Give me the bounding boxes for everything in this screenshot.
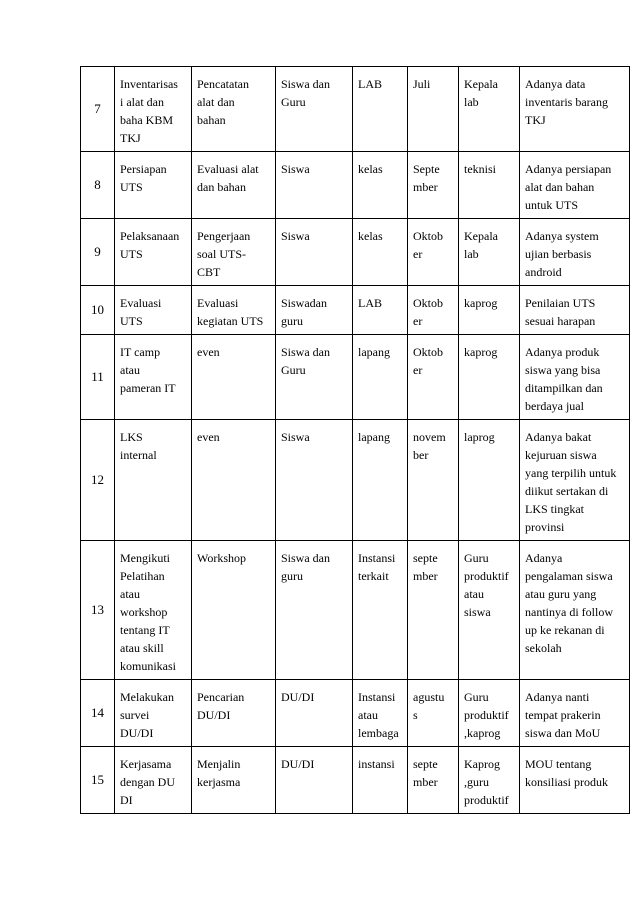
place-cell [353,680,408,747]
activity-cell [115,680,192,747]
activity-cell [115,286,192,335]
description-cell [192,680,276,747]
description-cell-text: Pencatatan alat dan bahan [197,77,249,127]
table-row [81,286,630,335]
time-cell-text: Oktob er [413,296,443,328]
table-row [81,152,630,219]
activity-cell-text: Pelaksanaan UTS [120,229,180,261]
row-number: 12 [81,420,115,541]
place-cell-text: kelas [358,162,383,176]
description-cell [192,67,276,152]
time-cell-text: Oktob er [413,229,443,261]
responsible-cell [459,219,520,286]
result-cell-text: Adanya system ujian berbasis android [525,229,599,279]
place-cell-text: Instansi terkait [358,551,396,583]
result-cell-text: Adanya data inventaris barang TKJ [525,77,608,127]
table-row [81,680,630,747]
description-cell [192,541,276,680]
responsible-cell-text: Kepala lab [464,77,498,109]
responsible-cell-text: kaprog [464,296,498,310]
responsible-cell-text: Guru produktif ,kaprog [464,690,509,740]
activity-cell-text: Inventarisas i alat dan baha KBM TKJ [120,77,178,145]
responsible-cell-text: laprog [464,430,495,444]
responsible-cell-text: teknisi [464,162,496,176]
place-cell-text: LAB [358,77,382,91]
place-cell-text: lapang [358,345,390,359]
result-cell [520,67,630,152]
result-cell-text: Adanya pengalaman siswa atau guru yang nantinya di follow up ke rekanan di sekolah [525,551,613,655]
target-cell [276,541,353,680]
time-cell [408,420,459,541]
time-cell [408,219,459,286]
row-number: 10 [81,286,115,335]
description-cell-text: Evaluasi alat dan bahan [197,162,259,194]
responsible-cell-text: Kaprog ,guru produktif [464,757,509,807]
description-cell-text: Workshop [197,551,247,565]
target-cell [276,680,353,747]
responsible-cell-text: Kepala lab [464,229,498,261]
table-row [81,420,630,541]
row-number: 13 [81,541,115,680]
result-cell [520,219,630,286]
result-cell [520,680,630,747]
responsible-cell [459,680,520,747]
activity-table [80,66,630,814]
target-cell-text: DU/DI [281,757,315,771]
target-cell-text: Siswa dan guru [281,551,330,583]
result-cell [520,335,630,420]
place-cell-text: instansi [358,757,395,771]
result-cell-text: Adanya bakat kejuruan siswa yang terpilih untuk diikut sertakan di LKS tingkat provinsi [525,430,617,534]
row-number: 8 [81,152,115,219]
responsible-cell-text: Guru produktif atau siswa [464,551,509,619]
table-row [81,219,630,286]
responsible-cell [459,747,520,814]
target-cell-text: Siswa [281,430,310,444]
target-cell-text: Siswa [281,162,310,176]
description-cell [192,747,276,814]
time-cell-text: Septe mber [413,162,440,194]
responsible-cell [459,420,520,541]
activity-cell-text: Mengikuti Pelatihan atau workshop tentang IT atau skill komunikasi [120,551,176,673]
responsible-cell [459,286,520,335]
activity-cell-text: IT camp atau pameran IT [120,345,176,395]
time-cell-text: agustu s [413,690,445,722]
place-cell [353,420,408,541]
target-cell-text: Siswadan guru [281,296,327,328]
activity-cell-text: Persiapan UTS [120,162,167,194]
activity-cell [115,747,192,814]
responsible-cell [459,67,520,152]
result-cell-text: MOU tentang konsiliasi produk [525,757,608,789]
activity-cell-text: Evaluasi UTS [120,296,162,328]
responsible-cell [459,541,520,680]
place-cell [353,152,408,219]
activity-cell [115,541,192,680]
activity-cell [115,219,192,286]
target-cell-text: DU/DI [281,690,315,704]
place-cell [353,541,408,680]
result-cell-text: Adanya produk siswa yang bisa ditampilkan dan berdaya jual [525,345,603,413]
place-cell [353,219,408,286]
table-row [81,541,630,680]
description-cell-text: Pengerjaan soal UTS- CBT [197,229,251,279]
activity-cell-text: LKS internal [120,430,157,462]
responsible-cell-text: kaprog [464,345,498,359]
table-row [81,747,630,814]
table-body [81,67,630,814]
result-cell [520,286,630,335]
target-cell [276,219,353,286]
description-cell [192,219,276,286]
result-cell [520,541,630,680]
responsible-cell [459,335,520,420]
target-cell [276,335,353,420]
responsible-cell [459,152,520,219]
place-cell [353,67,408,152]
table-row [81,67,630,152]
result-cell-text: Adanya nanti tempat prakerin siswa dan MoU [525,690,601,740]
activity-cell [115,152,192,219]
place-cell-text: lapang [358,430,390,444]
time-cell-text: Juli [413,77,431,91]
target-cell [276,286,353,335]
activity-cell [115,335,192,420]
result-cell-text: Adanya persiapan alat dan bahan untuk UTS [525,162,612,212]
time-cell-text: septe mber [413,551,438,583]
place-cell [353,747,408,814]
description-cell-text: even [197,345,220,359]
place-cell-text: Instansi atau lembaga [358,690,399,740]
row-number: 14 [81,680,115,747]
row-number: 15 [81,747,115,814]
place-cell-text: kelas [358,229,383,243]
activity-cell-text: Kerjasama dengan DU DI [120,757,175,807]
target-cell-text: Siswa dan Guru [281,345,330,377]
activity-cell [115,420,192,541]
result-cell [520,420,630,541]
time-cell [408,335,459,420]
time-cell-text: septe mber [413,757,438,789]
description-cell [192,420,276,541]
result-cell [520,747,630,814]
row-number: 11 [81,335,115,420]
time-cell [408,152,459,219]
description-cell-text: Evaluasi kegiatan UTS [197,296,264,328]
description-cell [192,335,276,420]
time-cell-text: Oktob er [413,345,443,377]
time-cell [408,541,459,680]
target-cell-text: Siswa dan Guru [281,77,330,109]
description-cell-text: Pencarian DU/DI [197,690,245,722]
target-cell-text: Siswa [281,229,310,243]
result-cell [520,152,630,219]
table-row [81,335,630,420]
activity-cell-text: Melakukan survei DU/DI [120,690,174,740]
description-cell-text: even [197,430,220,444]
target-cell [276,747,353,814]
activity-cell [115,67,192,152]
time-cell [408,680,459,747]
place-cell [353,286,408,335]
time-cell [408,286,459,335]
place-cell-text: LAB [358,296,382,310]
row-number: 7 [81,67,115,152]
place-cell [353,335,408,420]
description-cell-text: Menjalin kerjasma [197,757,241,789]
target-cell [276,67,353,152]
target-cell [276,152,353,219]
description-cell [192,152,276,219]
description-cell [192,286,276,335]
time-cell [408,747,459,814]
time-cell-text: novem ber [413,430,446,462]
row-number: 9 [81,219,115,286]
time-cell [408,67,459,152]
target-cell [276,420,353,541]
result-cell-text: Penilaian UTS sesuai harapan [525,296,596,328]
